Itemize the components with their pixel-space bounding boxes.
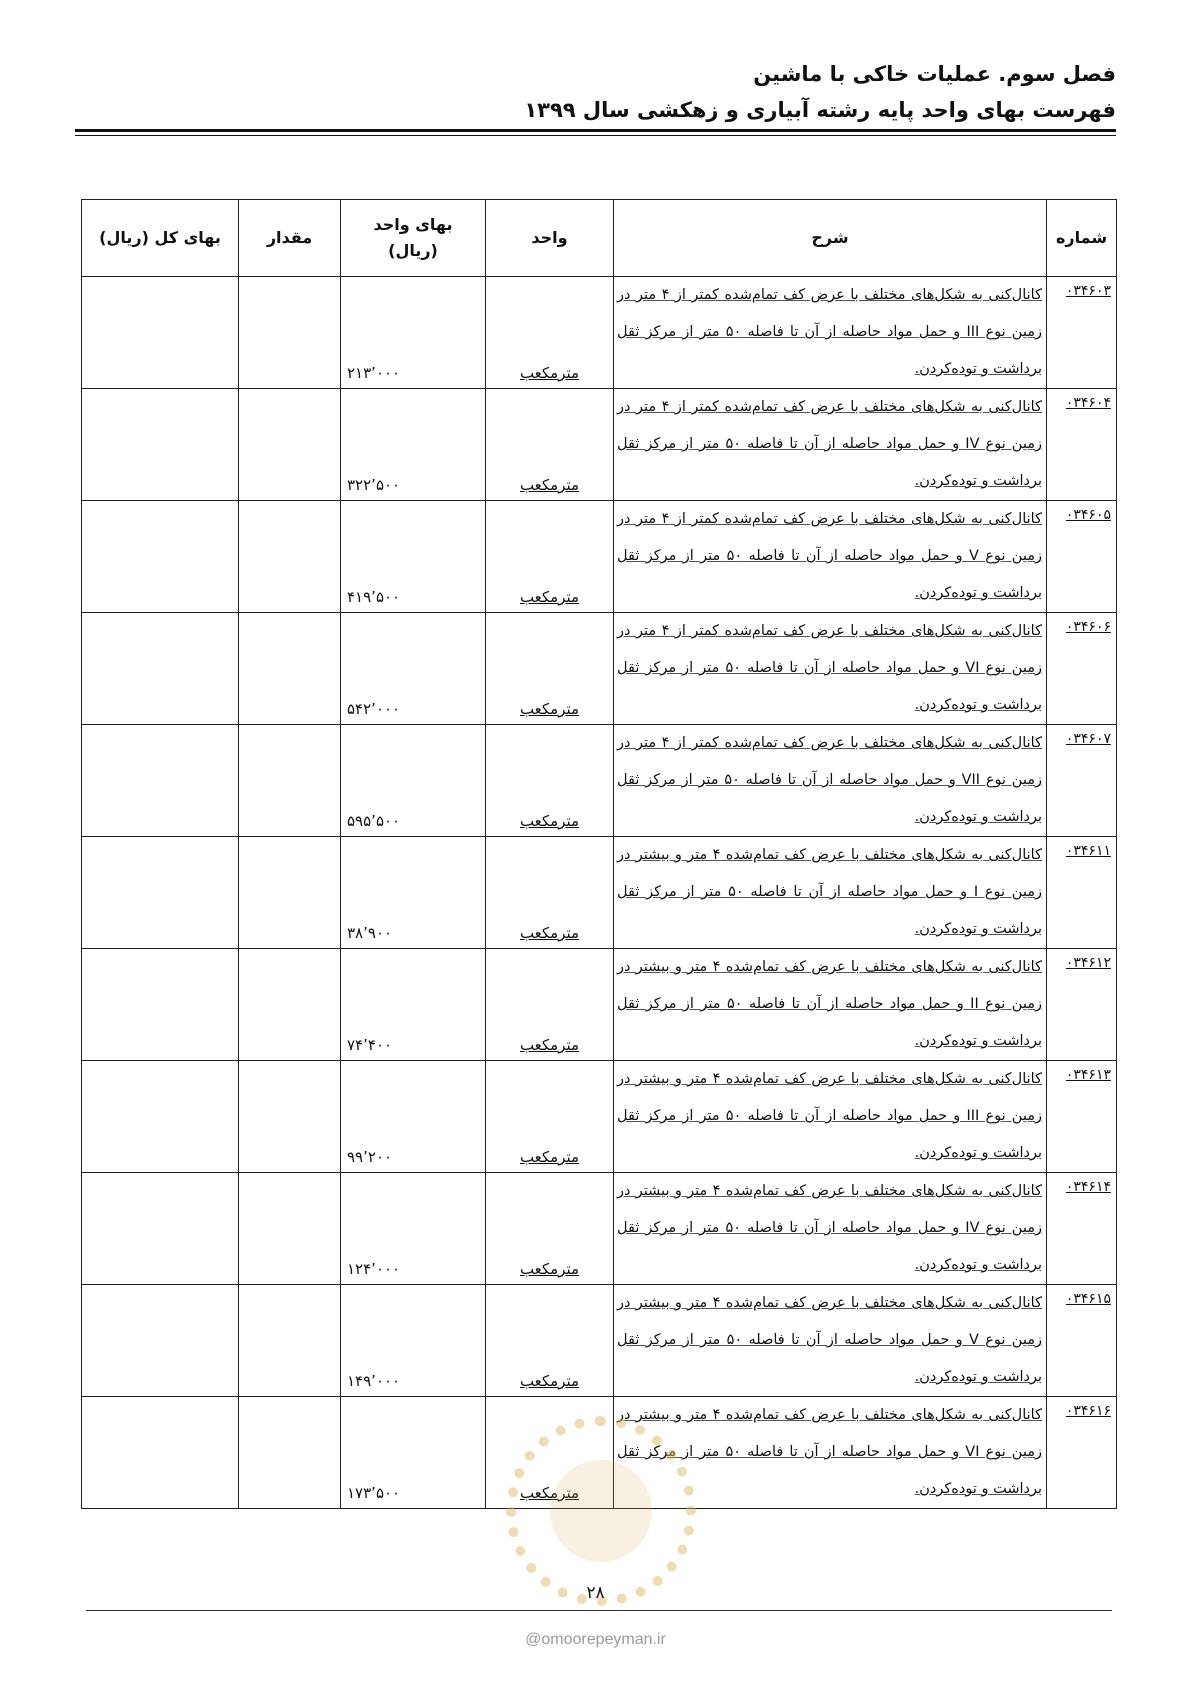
row-total-cell [82, 277, 239, 389]
item-description-wrap [614, 613, 1046, 724]
row-unit-price-cell [341, 837, 486, 949]
row-number-cell [1047, 725, 1117, 837]
item-description-wrap [614, 837, 1046, 948]
item-code[interactable]: ۰۳۴۶۱۲ [1065, 955, 1111, 971]
row-unit-cell [486, 1285, 614, 1397]
header-rule-thick [75, 129, 1116, 132]
row-unit-cell [486, 501, 614, 613]
row-number-cell [1047, 501, 1117, 613]
item-unit-price: ۳۲۲٬۵۰۰ [347, 476, 401, 494]
row-unit-cell [486, 837, 614, 949]
row-unit-price-cell [341, 1397, 486, 1509]
item-description-wrap [614, 1285, 1046, 1396]
item-description: کانال‌کنی به شکل‌های مختلف با عرض کف تمام‌شده ۴ متر و بیشتر در زمین نوع V و حمل مواد حاصله از آن تا فاصله ۵۰ متر از مرکز ثقل برداشت و توده‌کردن. [617, 1295, 1042, 1385]
page-header [75, 56, 1116, 128]
item-description-wrap [614, 501, 1046, 612]
row-unit-price-cell [341, 949, 486, 1061]
row-quantity-cell [239, 1061, 341, 1173]
row-total-cell [82, 501, 239, 613]
item-unit-price: ۹۹٬۲۰۰ [347, 1148, 393, 1166]
item-code[interactable]: ۰۳۴۶۱۵ [1065, 1291, 1111, 1307]
row-description-cell [614, 1173, 1047, 1285]
row-unit-cell [486, 725, 614, 837]
item-code[interactable]: ۰۳۴۶۱۳ [1065, 1067, 1111, 1083]
item-description-wrap [614, 1397, 1046, 1508]
row-quantity-cell [239, 837, 341, 949]
table-row [82, 725, 1117, 837]
item-unit[interactable]: مترمکعب [519, 700, 580, 718]
table-row [82, 1061, 1117, 1173]
header-total-price: بهای کل (ریال) [82, 200, 239, 277]
row-description-cell [614, 389, 1047, 501]
row-unit-price-cell [341, 1061, 486, 1173]
row-total-cell [82, 1285, 239, 1397]
table-row [82, 949, 1117, 1061]
row-unit-price-cell [341, 277, 486, 389]
row-quantity-cell [239, 725, 341, 837]
row-description-cell [614, 949, 1047, 1061]
row-number-cell [1047, 949, 1117, 1061]
item-unit-price: ۷۴٬۴۰۰ [347, 1036, 393, 1054]
item-description: کانال‌کنی به شکل‌های مختلف با عرض کف تمام‌شده ۴ متر و بیشتر در زمین نوع III و حمل مواد حاصله از آن تا فاصله ۵۰ متر از مرکز ثقل برداشت و توده‌کردن. [617, 1071, 1042, 1161]
row-total-cell [82, 1397, 239, 1509]
header-unit-price [341, 200, 486, 277]
item-unit[interactable]: مترمکعب [519, 924, 580, 942]
item-unit-price: ۳۸٬۹۰۰ [347, 924, 393, 942]
item-description-wrap [614, 1061, 1046, 1172]
item-unit[interactable]: مترمکعب [519, 812, 580, 830]
item-unit-price: ۱۷۳٬۵۰۰ [347, 1484, 401, 1502]
row-unit-cell [486, 277, 614, 389]
table-row [82, 389, 1117, 501]
item-description-wrap [614, 1173, 1046, 1284]
row-number-cell [1047, 1285, 1117, 1397]
row-quantity-cell [239, 277, 341, 389]
item-description: کانال‌کنی به شکل‌های مختلف با عرض کف تمام‌شده کمتر از ۴ متر در زمین نوع IV و حمل مواد حاصله از آن تا فاصله ۵۰ متر از مرکز ثقل برداشت و توده‌کردن. [617, 399, 1042, 489]
item-description-wrap [614, 949, 1046, 1060]
header-rule-thin [75, 135, 1116, 136]
item-code[interactable]: ۰۳۴۶۰۵ [1065, 507, 1111, 523]
header-number: شماره [1047, 200, 1117, 277]
header-unit: واحد [486, 200, 614, 277]
item-unit[interactable]: مترمکعب [519, 1372, 580, 1390]
item-description: کانال‌کنی به شکل‌های مختلف با عرض کف تمام‌شده کمتر از ۴ متر در زمین نوع III و حمل مواد حاصله از آن تا فاصله ۵۰ متر از مرکز ثقل برداشت و توده‌کردن. [617, 287, 1042, 377]
row-quantity-cell [239, 501, 341, 613]
header-unit-price-label: بهای واحد [373, 215, 453, 234]
table-row [82, 1397, 1117, 1509]
row-unit-price-cell [341, 389, 486, 501]
table-row [82, 1173, 1117, 1285]
row-number-cell [1047, 613, 1117, 725]
item-code[interactable]: ۰۳۴۶۰۴ [1065, 395, 1111, 411]
row-description-cell [614, 1285, 1047, 1397]
item-description: کانال‌کنی به شکل‌های مختلف با عرض کف تمام‌شده ۴ متر و بیشتر در زمین نوع IV و حمل مواد حاصله از آن تا فاصله ۵۰ متر از مرکز ثقل برداشت و توده‌کردن. [617, 1183, 1042, 1273]
page-number: ۲۸ [586, 1583, 605, 1603]
item-unit[interactable]: مترمکعب [519, 1484, 580, 1502]
item-unit[interactable]: مترمکعب [519, 1260, 580, 1278]
row-total-cell [82, 837, 239, 949]
row-quantity-cell [239, 949, 341, 1061]
row-quantity-cell [239, 613, 341, 725]
row-unit-price-cell [341, 1173, 486, 1285]
row-unit-cell [486, 613, 614, 725]
item-description: کانال‌کنی به شکل‌های مختلف با عرض کف تمام‌شده ۴ متر و بیشتر در زمین نوع VI و حمل مواد حاصله از آن تا فاصله ۵۰ متر از مرکز ثقل برداشت و توده‌کردن. [617, 1407, 1042, 1497]
table-header-row [82, 200, 1117, 277]
item-unit[interactable]: مترمکعب [519, 1036, 580, 1054]
row-unit-cell [486, 1397, 614, 1509]
row-description-cell [614, 1061, 1047, 1173]
header-description: شرح [614, 200, 1047, 277]
row-unit-price-cell [341, 1285, 486, 1397]
row-total-cell [82, 613, 239, 725]
item-description-wrap [614, 725, 1046, 836]
row-unit-cell [486, 389, 614, 501]
item-description-wrap [614, 277, 1046, 388]
item-unit[interactable]: مترمکعب [519, 1148, 580, 1166]
row-unit-cell [486, 949, 614, 1061]
row-number-cell [1047, 1173, 1117, 1285]
row-quantity-cell [239, 1397, 341, 1509]
item-code[interactable]: ۰۳۴۶۱۴ [1065, 1179, 1111, 1195]
item-description: کانال‌کنی به شکل‌های مختلف با عرض کف تمام‌شده کمتر از ۴ متر در زمین نوع VII و حمل مواد حاصله از آن تا فاصله ۵۰ متر از مرکز ثقل برداشت و توده‌کردن. [617, 735, 1042, 825]
row-unit-cell [486, 1173, 614, 1285]
item-code[interactable]: ۰۳۴۶۰۶ [1065, 619, 1111, 635]
row-total-cell [82, 389, 239, 501]
row-unit-cell [486, 1061, 614, 1173]
row-quantity-cell [239, 1285, 341, 1397]
item-description-wrap [614, 389, 1046, 500]
item-code[interactable]: ۰۳۴۶۰۳ [1065, 283, 1111, 299]
header-unit-price-currency: (ریال) [388, 241, 438, 260]
row-description-cell [614, 1397, 1047, 1509]
table-row [82, 277, 1117, 389]
chapter-title: فصل سوم. عملیات خاکی با ماشین [753, 62, 1116, 86]
item-code[interactable]: ۰۳۴۶۱۱ [1065, 843, 1111, 859]
item-description: کانال‌کنی به شکل‌های مختلف با عرض کف تمام‌شده کمتر از ۴ متر در زمین نوع VI و حمل مواد حاصله از آن تا فاصله ۵۰ متر از مرکز ثقل برداشت و توده‌کردن. [617, 623, 1042, 713]
row-number-cell [1047, 837, 1117, 949]
price-list-table [81, 199, 1117, 1509]
document-title: فهرست بهای واحد پایه رشته آبیاری و زهکشی سال ۱۳۹۹ [524, 98, 1116, 122]
row-description-cell [614, 613, 1047, 725]
header-quantity: مقدار [239, 200, 341, 277]
item-unit-price: ۵۴۲٬۰۰۰ [347, 700, 401, 718]
row-number-cell [1047, 1397, 1117, 1509]
row-description-cell [614, 725, 1047, 837]
row-number-cell [1047, 277, 1117, 389]
item-unit[interactable]: مترمکعب [519, 476, 580, 494]
item-unit-price: ۴۱۹٬۵۰۰ [347, 588, 401, 606]
item-unit-price: ۵۹۵٬۵۰۰ [347, 812, 401, 830]
row-unit-price-cell [341, 501, 486, 613]
row-quantity-cell [239, 1173, 341, 1285]
site-watermark: @omoorepeyman.ir [525, 1631, 666, 1648]
item-unit-price: ۱۲۴٬۰۰۰ [347, 1260, 401, 1278]
row-description-cell [614, 501, 1047, 613]
table-row [82, 837, 1117, 949]
row-description-cell [614, 837, 1047, 949]
row-unit-price-cell [341, 613, 486, 725]
row-description-cell [614, 277, 1047, 389]
item-unit[interactable]: مترمکعب [519, 364, 580, 382]
table-row [82, 1285, 1117, 1397]
item-code[interactable]: ۰۳۴۶۱۶ [1065, 1403, 1111, 1419]
row-unit-price-cell [341, 725, 486, 837]
row-number-cell [1047, 389, 1117, 501]
table-row [82, 613, 1117, 725]
item-unit-price: ۲۱۳٬۰۰۰ [347, 364, 401, 382]
item-description: کانال‌کنی به شکل‌های مختلف با عرض کف تمام‌شده ۴ متر و بیشتر در زمین نوع I و حمل مواد حاصله از آن تا فاصله ۵۰ متر از مرکز ثقل برداشت و توده‌کردن. [617, 847, 1042, 937]
row-number-cell [1047, 1061, 1117, 1173]
row-total-cell [82, 725, 239, 837]
table-row [82, 501, 1117, 613]
item-description: کانال‌کنی به شکل‌های مختلف با عرض کف تمام‌شده ۴ متر و بیشتر در زمین نوع II و حمل مواد حاصله از آن تا فاصله ۵۰ متر از مرکز ثقل برداشت و توده‌کردن. [617, 959, 1042, 1049]
item-description: کانال‌کنی به شکل‌های مختلف با عرض کف تمام‌شده کمتر از ۴ متر در زمین نوع V و حمل مواد حاصله از آن تا فاصله ۵۰ متر از مرکز ثقل برداشت و توده‌کردن. [617, 511, 1042, 601]
row-total-cell [82, 1061, 239, 1173]
row-total-cell [82, 1173, 239, 1285]
item-code[interactable]: ۰۳۴۶۰۷ [1065, 731, 1111, 747]
row-quantity-cell [239, 389, 341, 501]
item-unit[interactable]: مترمکعب [519, 588, 580, 606]
item-unit-price: ۱۴۹٬۰۰۰ [347, 1372, 401, 1390]
footer-rule [86, 1610, 1112, 1611]
row-total-cell [82, 949, 239, 1061]
